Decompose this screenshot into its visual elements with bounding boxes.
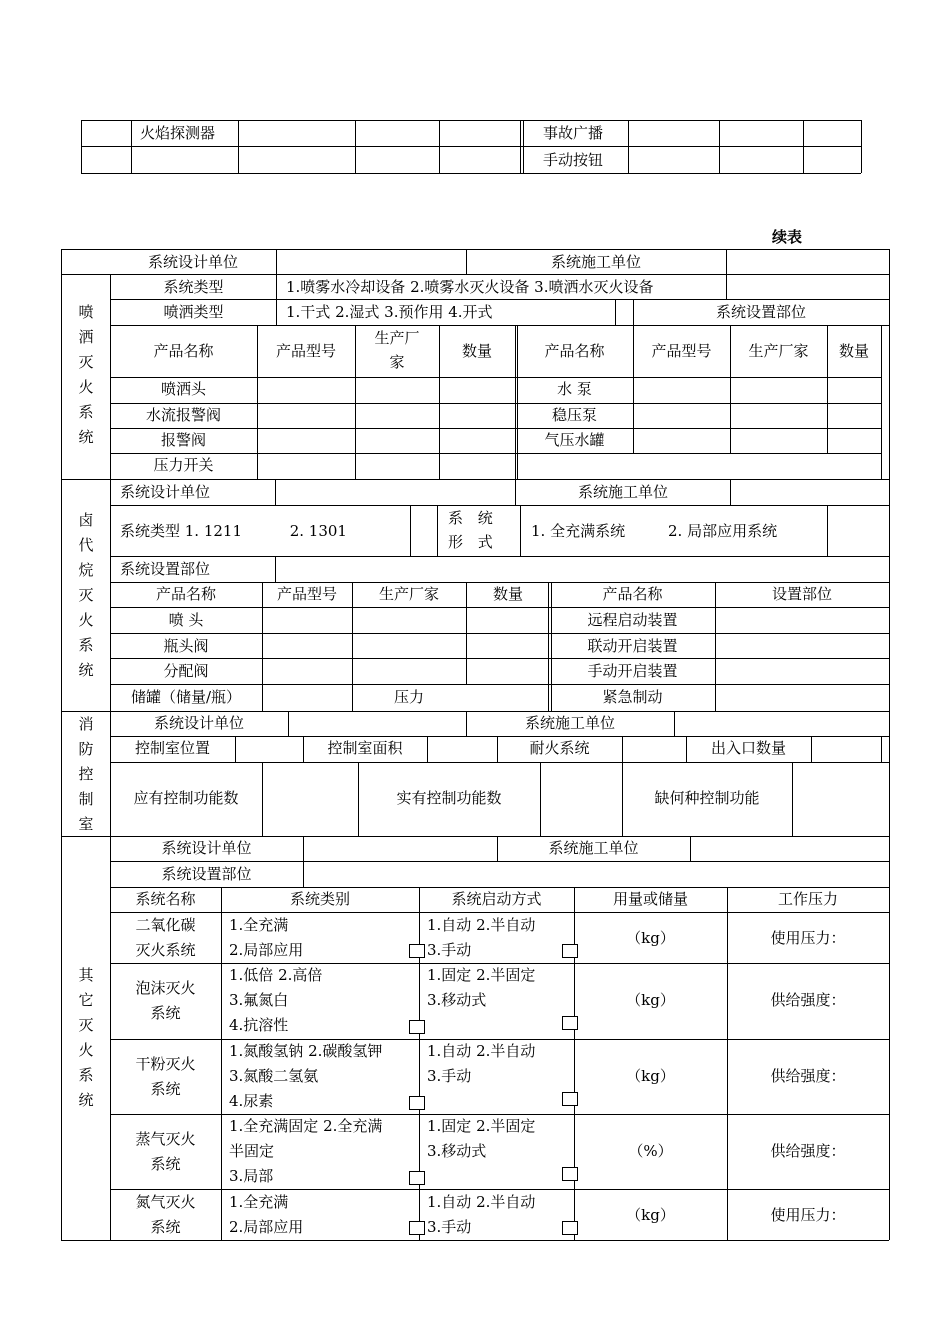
grid-line [288, 711, 289, 736]
other-row-amount: （kg） [626, 929, 675, 947]
checkbox[interactable] [562, 1016, 578, 1030]
list-item: 喷 头 [168, 611, 204, 629]
should-have-functions-label: 应有控制功能数 [133, 789, 239, 807]
list-item: 稳压泵 [551, 406, 597, 424]
sprinkler-setup-location-label: 系统设置部位 [715, 303, 806, 321]
other-row-amount: （%） [628, 1142, 673, 1160]
other-row-pressure: 供给强度： [770, 991, 846, 1009]
sprinkler-quantity-header-right: 数量 [838, 342, 869, 360]
sprinkler-manufacturer-header: 生产厂 家 [374, 329, 420, 371]
sprinkler-product-name-header-right: 产品名称 [544, 342, 605, 360]
continued-label: 续表 [772, 228, 803, 246]
list-item: 瓶头阀 [163, 637, 209, 655]
list-item: 压力开关 [153, 456, 214, 474]
other-header-start: 系统启动方式 [451, 890, 542, 908]
checkbox[interactable] [409, 1171, 425, 1185]
other-row-start: 1.自动 2.半自动 3.手动 [427, 1193, 536, 1236]
checkbox[interactable] [409, 1020, 425, 1034]
other-header-category: 系统类别 [289, 890, 350, 908]
other-row-name: 泡沫灭火 系统 [135, 979, 196, 1022]
list-item: 联动开启装置 [587, 637, 678, 655]
sprinkler-design-unit-label: 系统设计单位 [147, 253, 238, 271]
grid-line [726, 249, 727, 274]
list-item: 水流报警阀 [145, 406, 221, 424]
halon-setup-location-label: 系统设置部位 [120, 560, 211, 578]
other-row-pressure: 使用压力： [770, 929, 846, 947]
control-construction-unit-label: 系统施工单位 [524, 714, 615, 732]
list-item: 喷洒头 [160, 380, 206, 398]
manual-button-label: 手动按钮 [543, 151, 604, 169]
grid-line [622, 736, 623, 762]
sprinkler-system-type-label: 系统类型 [163, 278, 224, 296]
emergency-broadcast-label: 事故广播 [543, 124, 604, 142]
grid-line [110, 762, 889, 763]
checkbox[interactable] [562, 1092, 578, 1106]
grid-line [690, 836, 691, 861]
other-row-category: 1.全充满 2.局部应用 [229, 1193, 304, 1236]
other-row-name: 二氧化碳 灭火系统 [135, 916, 196, 959]
grid-line [540, 762, 541, 836]
list-item: 分配阀 [163, 662, 209, 680]
sprinkler-system-type-value: 1.喷雾水冷却设备 2.喷雾水灭火设备 3.喷洒水灭火设备 [286, 278, 654, 296]
checkbox[interactable] [562, 1221, 578, 1235]
grid-line [628, 120, 629, 173]
grid-line [523, 120, 524, 173]
list-item: 紧急制动 [602, 688, 663, 706]
halon-form-label: 系 统 形 式 [448, 509, 498, 551]
halon-product-model-header: 产品型号 [276, 585, 337, 603]
grid-line [730, 479, 731, 505]
grid-line [81, 173, 861, 174]
sprinkler-manufacturer-header-right: 生产厂家 [748, 342, 809, 360]
sprinkler-product-model-header-right: 产品型号 [651, 342, 712, 360]
actual-functions-label: 实有控制功能数 [396, 789, 502, 807]
other-row-start: 1.自动 2.半自动 3.手动 [427, 1042, 536, 1085]
halon-quantity-header: 数量 [492, 585, 523, 603]
grid-line [262, 762, 263, 836]
other-row-name: 氮气灭火 系统 [135, 1193, 196, 1236]
halon-system-type: 系统类型 1. 1211 2. 1301 [120, 522, 347, 540]
control-room-location-label: 控制室位置 [134, 739, 210, 757]
other-row-category: 1.全充满固定 2.全充满 半固定 3.局部 [229, 1117, 383, 1185]
other-row-category: 1.全充满 2.局部应用 [229, 916, 304, 959]
missing-functions-label: 缺何种控制功能 [654, 789, 760, 807]
grid-line [520, 120, 521, 173]
grid-line [221, 887, 222, 1240]
halon-pressure-label: 压力 [393, 688, 424, 706]
grid-line [811, 736, 812, 762]
halon-side-label: 卤 代 烷 灭 火 系 统 [78, 511, 94, 679]
other-row-category: 1.氮酸氢钠 2.碳酸氢钾 3.氮酸二氢氨 4.尿素 [229, 1042, 383, 1110]
other-row-start: 1.固定 2.半固定 3.移动式 [427, 966, 536, 1009]
other-row-start: 1.固定 2.半固定 3.移动式 [427, 1117, 536, 1160]
list-item: 报警阀 [160, 431, 206, 449]
grid-line [131, 120, 132, 173]
sprinkler-product-model-header: 产品型号 [275, 342, 336, 360]
halon-form-value: 1. 全充满系统 2. 局部应用系统 [531, 522, 778, 540]
grid-line [238, 120, 239, 173]
other-row-amount: （kg） [626, 1206, 675, 1224]
checkbox[interactable] [409, 1096, 425, 1110]
list-item: 手动开启装置 [587, 662, 678, 680]
control-room-side-label: 消 防 控 制 室 [78, 715, 94, 833]
grid-line [61, 1240, 889, 1241]
fire-system-label: 耐火系统 [529, 739, 590, 757]
grid-line [410, 505, 411, 556]
grid-line [276, 249, 277, 274]
grid-line [615, 299, 616, 325]
grid-line [439, 120, 440, 173]
list-item: 远程启动装置 [587, 611, 678, 629]
grid-line [355, 120, 356, 173]
other-header-amount: 用量或储量 [612, 890, 688, 908]
grid-line [419, 887, 420, 1240]
checkbox[interactable] [409, 1221, 425, 1235]
other-row-start: 1.自动 2.半自动 3.手动 [427, 916, 536, 959]
grid-line [881, 736, 882, 762]
grid-line [719, 120, 720, 173]
sprinkler-quantity-header: 数量 [461, 342, 492, 360]
checkbox[interactable] [562, 1167, 578, 1181]
grid-line [81, 146, 861, 147]
list-item: 储罐（储量/瓶） [130, 688, 242, 706]
sprinkler-construction-unit-label: 系统施工单位 [550, 253, 641, 271]
control-room-area-label: 控制室面积 [327, 739, 403, 757]
other-construction-unit-label: 系统施工单位 [548, 839, 639, 857]
checkbox[interactable] [562, 944, 578, 958]
halon-manufacturer-header: 生产厂家 [378, 585, 439, 603]
spray-type-label: 喷洒类型 [163, 303, 224, 321]
grid-line [235, 736, 236, 762]
other-row-amount: （kg） [626, 1067, 675, 1085]
exit-count-label: 出入口数量 [710, 739, 786, 757]
grid-line [81, 120, 82, 173]
grid-line [437, 505, 438, 556]
grid-line [881, 325, 882, 479]
halon-product-name-header-right: 产品名称 [602, 585, 663, 603]
other-row-pressure: 使用压力： [770, 1206, 846, 1224]
other-setup-location-label: 系统设置部位 [161, 865, 252, 883]
grid-line [275, 479, 276, 505]
other-row-pressure: 供给强度： [770, 1067, 846, 1085]
flame-detector-label: 火焰探测器 [140, 124, 216, 142]
list-item: 气压水罐 [544, 431, 605, 449]
sprinkler-product-name-header: 产品名称 [153, 342, 214, 360]
other-header-pressure: 工作压力 [777, 890, 838, 908]
halon-product-name-header: 产品名称 [155, 585, 216, 603]
other-row-name: 干粉灭火 系统 [135, 1055, 196, 1098]
other-header-name: 系统名称 [135, 890, 196, 908]
control-design-unit-label: 系统设计单位 [153, 714, 244, 732]
grid-line [303, 836, 304, 887]
grid-line [427, 736, 428, 762]
grid-line [827, 505, 828, 556]
halon-construction-unit-label: 系统施工单位 [577, 483, 668, 501]
other-systems-side-label: 其 它 灭 火 系 统 [78, 966, 94, 1109]
checkbox[interactable] [409, 944, 425, 958]
grid-line [803, 120, 804, 173]
halon-location-header: 设置部位 [771, 585, 832, 603]
grid-line [792, 762, 793, 836]
grid-line [889, 249, 890, 1240]
other-design-unit-label: 系统设计单位 [161, 839, 252, 857]
grid-line [674, 711, 675, 736]
grid-line [861, 120, 862, 173]
spray-type-value: 1.干式 2.湿式 3.预作用 4.开式 [286, 303, 493, 321]
sprinkler-side-label: 喷 洒 灭 火 系 统 [78, 303, 94, 446]
grid-line [726, 274, 727, 299]
other-row-name: 蒸气灭火 系统 [135, 1130, 196, 1173]
grid-line [110, 556, 889, 557]
halon-design-unit-label: 系统设计单位 [120, 483, 211, 501]
grid-line [110, 325, 889, 326]
grid-line [275, 556, 276, 582]
list-item: 水 泵 [557, 380, 592, 398]
other-row-amount: （kg） [626, 991, 675, 1009]
grid-line [520, 505, 521, 556]
other-row-category: 1.低倍 2.高倍 3.氟氮白 4.抗溶性 [229, 966, 323, 1034]
other-row-pressure: 供给强度： [770, 1142, 846, 1160]
